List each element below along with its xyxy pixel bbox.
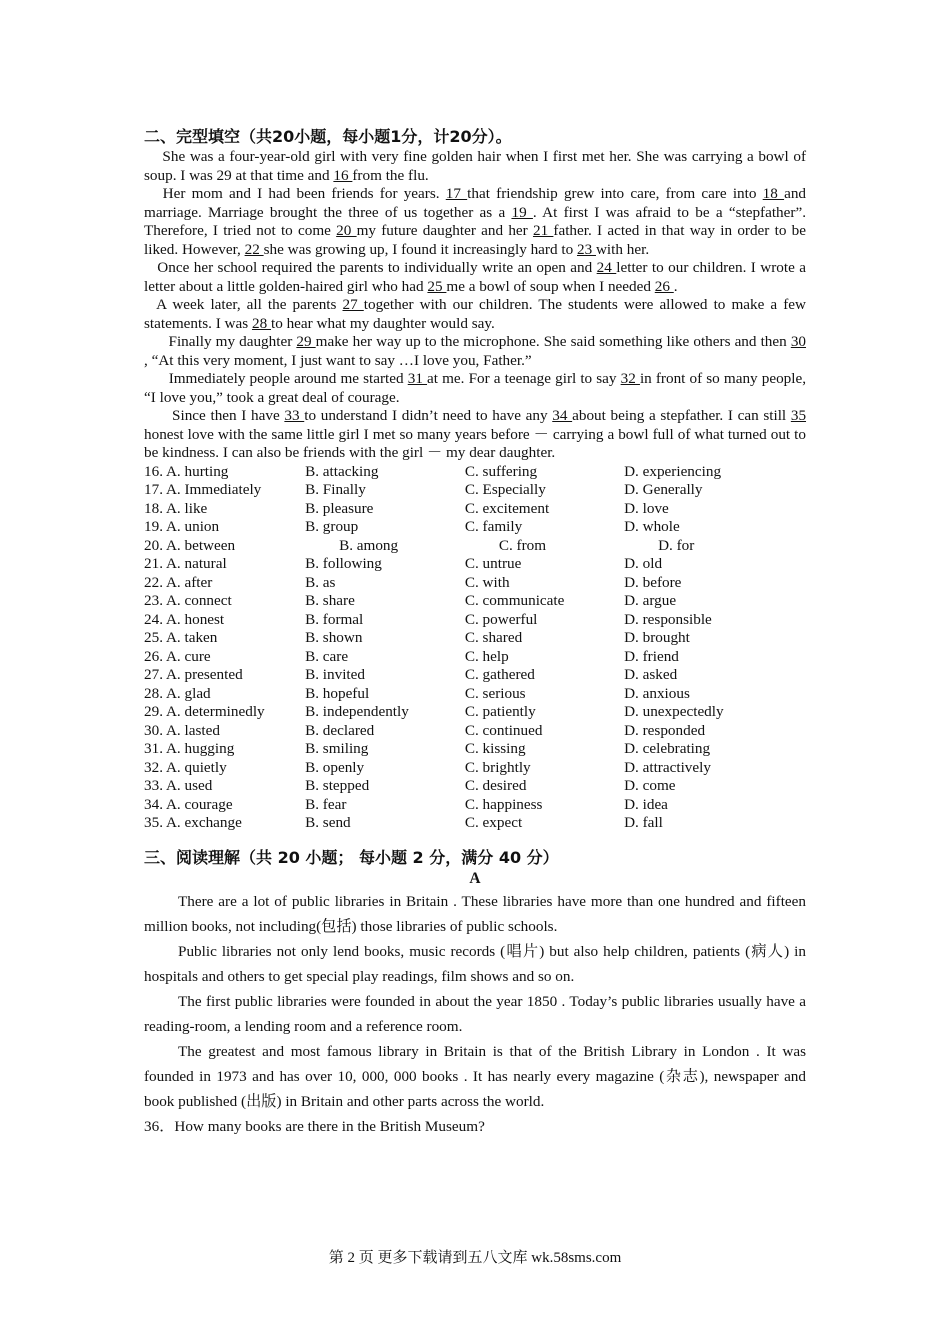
cloze-text: . [673,277,678,295]
option-row [144,518,806,537]
option-b: B. following [305,555,382,572]
option-d: D. before [624,573,682,591]
option-row [144,759,806,778]
blank: 35 [790,407,807,424]
option-b: B. fear [305,795,347,813]
option-c: C. Especially [464,481,546,498]
cloze-text: me a bowl of soup when I needed [446,277,655,295]
cloze-paragraph [144,407,806,463]
option-q: 25. A. taken [144,629,218,646]
option-d: D. whole [624,518,680,535]
option-b: B. shown [305,629,363,646]
option-q: 30. A. lasted [144,721,220,739]
option-c: C. happiness [464,795,543,813]
cloze-text: Finally my daughter [144,333,297,350]
blank: 18 [762,185,785,202]
cloze-text: from the flu. [352,166,429,184]
option-d: D. friend [624,647,679,665]
option-b: B. as [305,573,336,591]
section-2-heading: 二、完型填空（共20小题，每小题1分，计20分）。 [144,127,512,146]
option-c: C. excitement [464,499,550,517]
option-row [144,629,806,648]
option-d: D. asked [624,666,678,683]
blank: 19 [511,203,533,221]
option-c: C. communicate [464,592,565,609]
cloze-text: , “At this very moment, I just want to say …I love you, Father.” [144,351,532,369]
reading-paragraph: There are a lot of public libraries in Britain . These libraries have more than one hundred and fifteen million books, not including(包括) those libraries of public schools. [144,892,806,935]
option-d: D. celebrating [624,740,711,757]
option-q: 16. A. hurting [144,462,229,480]
cloze-text: make her way up to the microphone. She said something like others and then [315,333,791,350]
cloze-text: together with our children. The students were allowed to make a few statements. I was [144,296,807,332]
option-row [144,685,806,704]
option-row [144,740,806,759]
blank: 27 [342,296,364,313]
cloze-paragraph [144,296,806,333]
option-c: C. suffering [464,462,538,480]
option-b: B. among [339,536,399,554]
option-d: D. experiencing [624,462,722,480]
option-c: C. help [464,647,509,665]
option-q: 17. A. Immediately [144,481,262,498]
option-c: C. from [498,536,547,554]
option-d: D. Generally [624,481,703,498]
blank: 23 [576,240,596,258]
page-footer: 第 2 页 更多下载请到五八文库 wk.58sms.com [328,1250,622,1266]
option-b: B. openly [305,758,365,776]
options-table [144,463,806,833]
cloze-text: She was a four-year-old girl with very fine golden hair when I first met her. She was carrying a bowl of soup. I was 29 at that time and [144,148,806,184]
option-row [144,463,806,482]
reading-paragraph: The first public libraries were founded in about the year 1850 . Today’s public libraries usually have a reading-room, a lending room and a reference room. [144,992,806,1035]
option-row [144,722,806,741]
cloze-paragraph [144,259,806,296]
blank: 21 [532,222,554,239]
blank: 32 [620,370,640,387]
blank: 20 [336,222,357,239]
cloze-text: honest love with the same little girl I met so many years before － carrying a bowl full of what turned out to be kindness. I can also be friends with the girl － my dear daughter. [144,425,806,461]
option-b: B. send [305,814,351,831]
option-b: B. hopeful [305,684,370,702]
blank: 30 [790,333,807,350]
cloze-text: . At first I was afraid to be a “stepfather”. Therefore, I tried not to come [144,203,806,239]
option-row [144,481,806,500]
cloze-text: to understand I didn’t need to have any [304,407,553,424]
option-row [144,500,806,519]
cloze-paragraph [144,148,806,185]
option-b: B. formal [305,610,364,628]
option-c: C. kissing [464,740,526,757]
option-c: C. continued [464,721,543,739]
cloze-text: Once her school required the parents to individually write an open and [144,259,597,276]
section-3-heading: 三、阅读理解（共 20 小题； 每小题 2 分，满分 40 分） [144,847,559,867]
cloze-text: Since then I have [144,407,285,424]
cloze-text: Her mom and I had been friends for years. [144,185,446,202]
option-row [144,611,806,630]
option-row [144,537,806,556]
blank: 17 [445,185,468,202]
option-row [144,574,806,593]
option-d: D. come [624,777,676,794]
option-q: 24. A. honest [144,610,225,628]
option-d: D. love [624,499,669,517]
option-row [144,592,806,611]
blank: 29 [296,333,316,350]
option-b: B. care [305,647,349,665]
option-d: D. responsible [624,610,712,628]
reading-paragraph: Public libraries not only lend books, music records (唱片) but also help children, patients (病人) in hospitals and others to get special play readings, film shows and so on. [144,942,806,985]
cloze-text: in front of so many people, “I love you,” took a great deal of courage. [144,370,807,406]
option-c: C. expect [464,814,523,831]
blank: 28 [251,314,271,332]
blank: 34 [552,407,573,424]
option-b: B. stepped [305,777,370,794]
option-d: D. anxious [624,684,690,702]
cloze-text: that friendship grew into care, from care into [467,185,763,202]
question-36: 36．How many books are there in the British Museum? [144,1117,485,1135]
option-row [144,777,806,796]
cloze-paragraph [144,333,806,370]
option-row [144,555,806,574]
option-q: 33. A. used [144,777,213,794]
blank: 16 [333,166,353,184]
option-b: B. share [305,592,355,609]
reading-paragraph: The greatest and most famous library in Britain is that of the British Library in London . It was founded in 1973 and has over 10, 000, 000 books . It has nearly every magazine (杂志), newspaper and book published (出版) in Britain and other parts across the world. [144,1042,806,1110]
option-q: 28. A. glad [144,684,211,702]
option-row [144,703,806,722]
cloze-passage [144,148,806,463]
blank: 26 [654,277,674,295]
option-q: 23. A. connect [144,592,232,609]
option-d: D. argue [624,592,677,609]
option-b: B. Finally [305,481,366,498]
option-q: 34. A. courage [144,795,233,813]
option-b: B. smiling [305,740,369,757]
option-c: C. serious [464,684,526,702]
option-d: D. attractively [624,758,711,776]
option-c: C. with [464,573,510,591]
option-q: 31. A. hugging [144,740,235,757]
option-b: B. attacking [305,462,379,480]
cloze-text: letter to our children. I wrote a letter about a little golden-haired girl who had [144,259,807,295]
blank: 22 [244,240,264,258]
option-q: 19. A. union [144,518,220,535]
blank: 25 [427,277,447,295]
cloze-text: at me. For a teenage girl to say [427,370,621,387]
option-c: C. shared [464,629,523,646]
option-b: B. invited [305,666,365,683]
cloze-text: and marriage. Marriage brought the three of us together as a [144,185,807,221]
option-q: 32. A. quietly [144,758,227,776]
option-c: C. patiently [464,703,536,720]
option-d: D. for [658,536,695,554]
cloze-text: A week later, all the parents [144,296,343,313]
option-q: 26. A. cure [144,647,211,665]
blank: 24 [596,259,617,276]
option-d: D. idea [624,795,668,813]
option-c: C. brightly [464,758,531,776]
cloze-text: Immediately people around me started [144,370,408,387]
blank: 33 [284,407,305,424]
option-c: C. desired [464,777,527,794]
option-b: B. declared [305,721,375,739]
option-q: 18. A. like [144,499,208,517]
document-page [144,126,806,1139]
passage-label: A [469,869,481,887]
blank: 31 [407,370,428,387]
option-row [144,796,806,815]
option-d: D. fall [624,814,663,831]
option-q: 29. A. determinedly [144,703,265,720]
cloze-paragraph [144,185,806,259]
option-d: D. old [624,555,663,572]
cloze-text: with her. [595,240,650,258]
option-b: B. independently [305,703,409,720]
option-row [144,814,806,833]
option-c: C. gathered [464,666,535,683]
section-3 [144,847,806,1139]
option-row [144,648,806,667]
option-c: C. untrue [464,555,522,572]
option-d: D. unexpectedly [624,703,724,720]
option-b: B. group [305,518,359,535]
cloze-text: about being a stepfather. I can still [572,407,791,424]
option-row [144,666,806,685]
option-q: 35. A. exchange [144,814,242,831]
cloze-paragraph [144,370,806,407]
option-d: D. responded [624,721,706,739]
cloze-text: she was growing up, I found it increasingly hard to [263,240,577,258]
cloze-text: my future daughter and her [356,222,533,239]
option-b: B. pleasure [305,499,374,517]
option-d: D. brought [624,629,690,646]
cloze-text: father. I acted in that way in order to be liked. However, [144,222,807,258]
option-q: 21. A. natural [144,555,227,572]
cloze-text: to hear what my daughter would say. [270,314,495,332]
option-q: 22. A. after [144,573,213,591]
option-q: 27. A. presented [144,666,243,683]
option-c: C. family [464,518,523,535]
option-q: 20. A. between [144,536,236,554]
option-c: C. powerful [464,610,538,628]
